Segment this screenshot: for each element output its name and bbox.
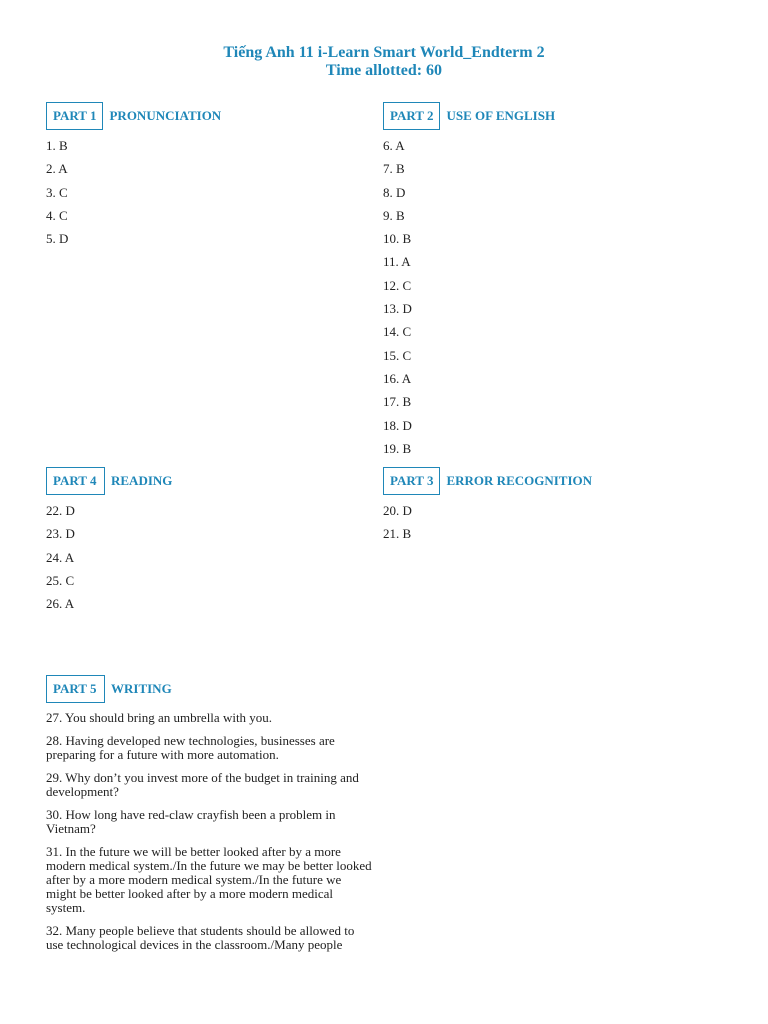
writing-answer: 32. Many people believe that students should be allowed to use technological devices in the classroom./Many people	[46, 923, 355, 952]
answer-item: 6. A	[383, 138, 405, 153]
answer-item: 8. D	[383, 184, 406, 200]
answer-item: 7. B	[383, 161, 405, 177]
answer-item: 3. C	[46, 184, 68, 200]
writing-answer: 30. How long have red-claw crayfish been a problem in Vietnam?	[46, 807, 336, 836]
part4-section	[46, 467, 376, 619]
answer-item: 25. C	[46, 572, 75, 588]
part5-title: WRITING	[111, 681, 172, 696]
answer-item: 20. D	[383, 503, 412, 518]
writing-answer: 31. In the future we will be better looked after by a more modern medical system./In the future we may be better looked after by a more modern medical system./In the future we might be better looked after by a more modern medical system.	[46, 844, 372, 915]
answer-item: 23. D	[46, 526, 75, 542]
answer-item: 11. A	[383, 254, 411, 270]
part3-title: ERROR RECOGNITION	[446, 473, 593, 488]
answer-item: 4. C	[46, 207, 68, 223]
answer-item: 13. D	[383, 301, 412, 317]
part4-label: PART 4	[46, 467, 105, 495]
part3-label: PART 3	[383, 467, 440, 495]
answer-item: 22. D	[46, 503, 75, 518]
answer-item: 10. B	[383, 231, 412, 247]
answer-item: 21. B	[383, 526, 412, 542]
part4-answers	[46, 503, 376, 619]
part2-answers	[383, 138, 713, 464]
writing-answer: 28. Having developed new technologies, businesses are preparing for a future with more automation.	[46, 733, 335, 762]
answer-item: 14. C	[383, 324, 412, 340]
writing-answer: 27. You should bring an umbrella with you.	[46, 710, 273, 725]
part3-answers	[383, 503, 713, 550]
title-line-2: Time allotted: 60	[325, 62, 443, 79]
writing-answer: 29. Why don’t you invest more of the budget in training and development?	[46, 770, 359, 799]
part5-section	[46, 675, 372, 961]
answer-item: 12. C	[383, 277, 412, 293]
document-title	[0, 44, 768, 80]
answer-item: 17. B	[383, 394, 412, 410]
part1-title: PRONUNCIATION	[109, 108, 222, 123]
part1-section	[46, 102, 376, 254]
answer-item: 19. B	[383, 440, 412, 456]
part5-answers	[46, 711, 372, 952]
part2-section	[383, 102, 713, 464]
answer-item: 5. D	[46, 231, 69, 247]
answer-item: 9. B	[383, 207, 405, 223]
part4-title: READING	[111, 473, 173, 488]
part3-section	[383, 467, 713, 550]
answer-item: 18. D	[383, 417, 412, 433]
answer-item: 16. A	[383, 370, 412, 386]
part1-answers	[46, 138, 376, 254]
answer-item: 1. B	[46, 138, 68, 153]
part2-title: USE OF ENGLISH	[446, 108, 556, 123]
answer-item: 15. C	[383, 347, 412, 363]
title-line-1: Tiếng Anh 11 i-Learn Smart World_Endterm 2	[223, 44, 545, 61]
answer-item: 2. A	[46, 161, 68, 177]
part2-label: PART 2	[383, 102, 440, 130]
answer-item: 26. A	[46, 596, 75, 612]
answer-item: 24. A	[46, 549, 75, 565]
part5-label: PART 5	[46, 675, 105, 703]
part1-label: PART 1	[46, 102, 103, 130]
